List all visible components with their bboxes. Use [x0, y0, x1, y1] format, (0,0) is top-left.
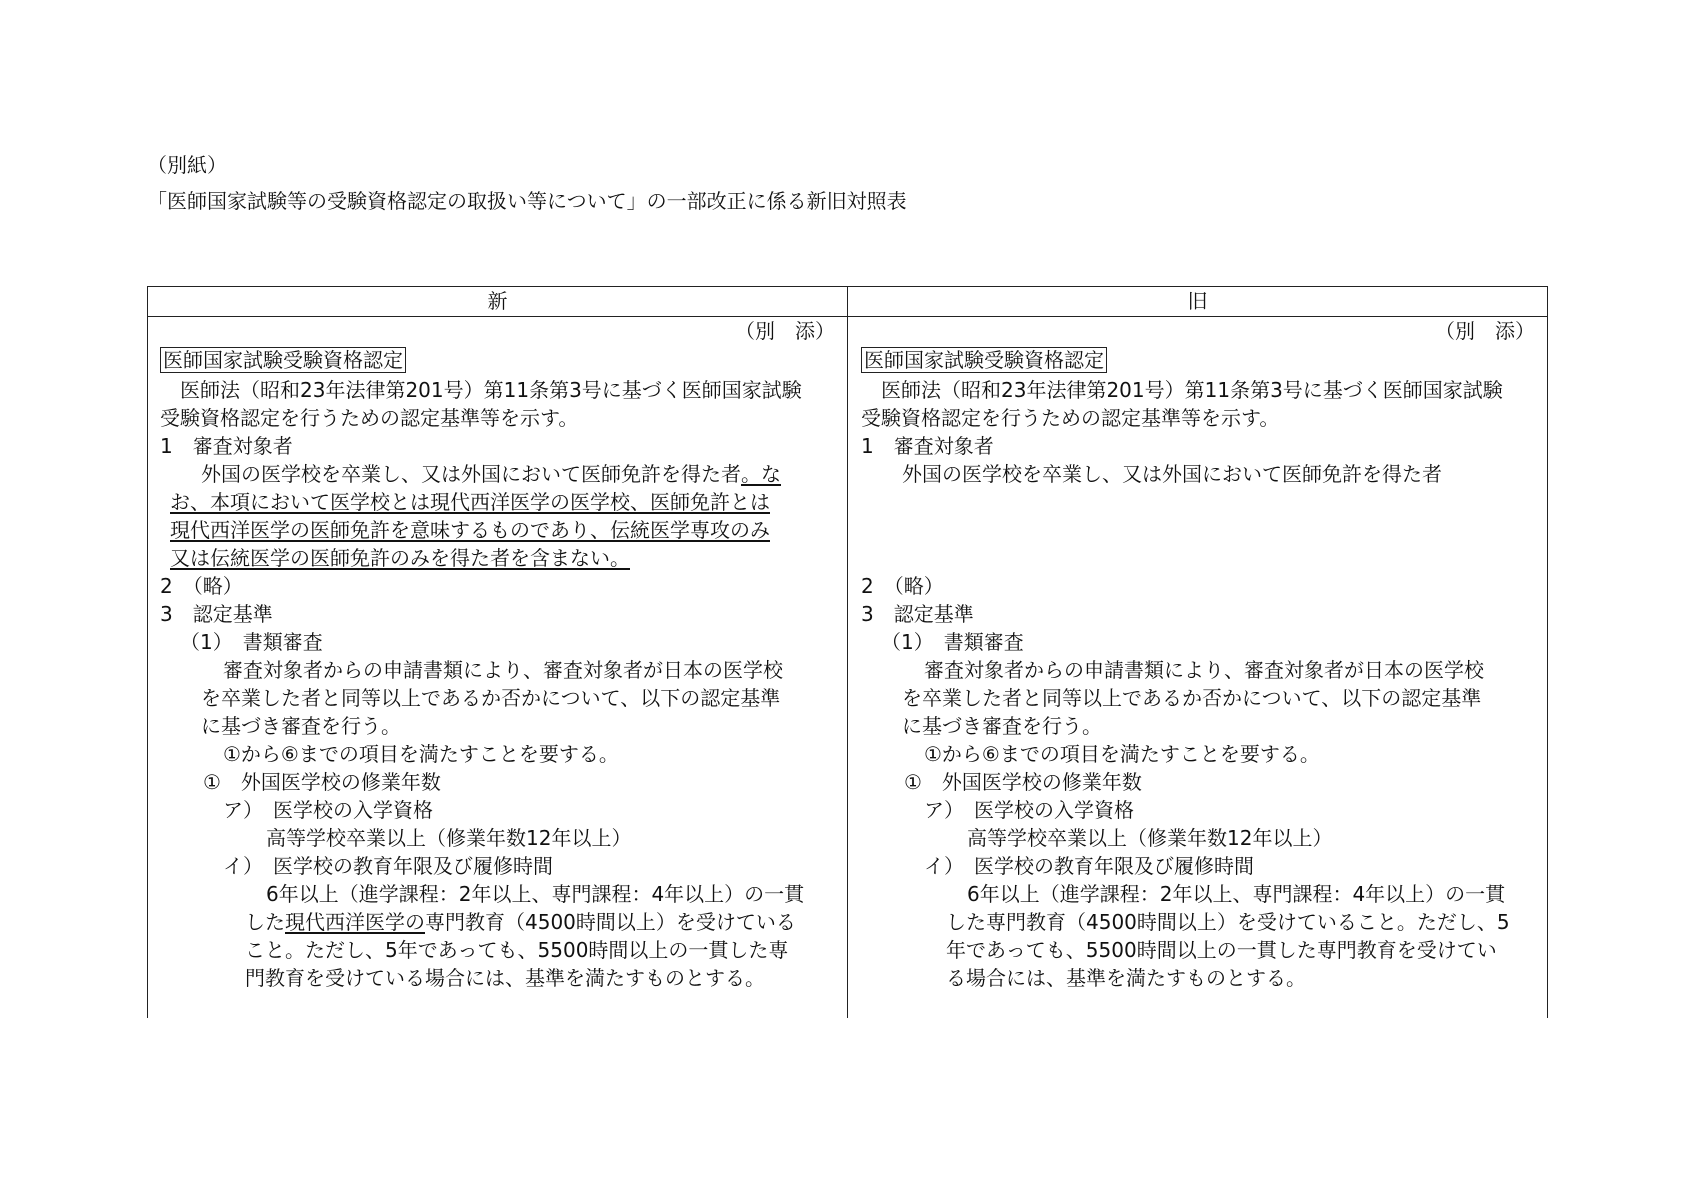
item2-heading: 2 （略） — [160, 574, 243, 598]
column-divider — [847, 287, 848, 1018]
intro-line: 医師法（昭和23年法律第201号）第11条第3号に基づく医師国家試験 — [180, 378, 802, 402]
item1-heading: 1 審査対象者 — [861, 434, 994, 458]
subsection-heading: （1） 書類審査 — [881, 630, 1024, 654]
document-title: 「医師国家試験等の受験資格認定の取扱い等について」の一部改正に係る新旧対照表 — [147, 189, 907, 213]
amended-text: お、本項において医学校とは現代西洋医学の医学校、医師免許とは — [170, 490, 770, 514]
sub-criterion-heading: イ） 医学校の教育年限及び履修時間 — [223, 854, 553, 878]
column-old — [849, 317, 1547, 1018]
item1-text-line: 外国の医学校を卒業し、又は外国において医師免許を得た者 — [902, 462, 1442, 486]
amended-text: 現代西洋医学の — [285, 910, 425, 934]
criterion-heading: ① 外国医学校の修業年数 — [203, 770, 441, 794]
sub-criterion-text: 6年以上（進学課程：2年以上、専門課程：4年以上）の一貫 — [266, 882, 805, 906]
section-title: 医師国家試験受験資格認定 — [861, 347, 1107, 373]
criterion-heading: ① 外国医学校の修業年数 — [904, 770, 1142, 794]
subsection-text: 審査対象者からの申請書類により、審査対象者が日本の医学校 — [924, 658, 1484, 682]
items-note: ①から⑥までの項目を満たすことを要する。 — [924, 742, 1320, 766]
sub-criterion-text: 年であっても、5500時間以上の一貫した専門教育を受けてい — [946, 938, 1497, 962]
section-title-box — [861, 347, 1107, 373]
column-header-old: 旧 — [1187, 289, 1208, 313]
intro-line: 受験資格認定を行うための認定基準等を示す。 — [861, 406, 1280, 430]
subsection-text: を卒業した者と同等以上であるか否かについて、以下の認定基準 — [201, 686, 781, 710]
sub-criterion-text: した現代西洋医学の専門教育（4500時間以上）を受けている — [245, 910, 796, 934]
item1-text-line: 外国の医学校を卒業し、又は外国において医師免許を得た者。な — [201, 462, 781, 486]
section-title-box — [160, 347, 406, 373]
amended-text: 又は伝統医学の医師免許のみを得た者を含まない。 — [170, 546, 630, 570]
sub-criterion-text: 門教育を受けている場合には、基準を満たすものとする。 — [245, 966, 765, 990]
item2-heading: 2 （略） — [861, 574, 944, 598]
item3-heading: 3 認定基準 — [160, 602, 273, 626]
column-new — [148, 317, 847, 1018]
comparison-table — [147, 286, 1548, 1018]
column-header-new: 新 — [487, 289, 508, 313]
attachment-label: （別 添） — [1435, 319, 1535, 343]
sub-criterion-text: 高等学校卒業以上（修業年数12年以上） — [967, 826, 1333, 850]
item3-heading: 3 認定基準 — [861, 602, 974, 626]
sub-criterion-text: 6年以上（進学課程：2年以上、専門課程：4年以上）の一貫 — [967, 882, 1506, 906]
amended-text: 現代西洋医学の医師免許を意味するものであり、伝統医学専攻のみ — [170, 518, 770, 542]
item1-heading: 1 審査対象者 — [160, 434, 293, 458]
subsection-text: を卒業した者と同等以上であるか否かについて、以下の認定基準 — [902, 686, 1482, 710]
intro-line: 医師法（昭和23年法律第201号）第11条第3号に基づく医師国家試験 — [881, 378, 1503, 402]
amended-text: 。な — [741, 462, 781, 486]
subsection-text: 審査対象者からの申請書類により、審査対象者が日本の医学校 — [223, 658, 783, 682]
sub-criterion-heading: イ） 医学校の教育年限及び履修時間 — [924, 854, 1254, 878]
document-label: （別紙） — [147, 153, 227, 177]
section-title: 医師国家試験受験資格認定 — [160, 347, 406, 373]
subsection-text: に基づき審査を行う。 — [902, 714, 1102, 738]
subsection-heading: （1） 書類審査 — [180, 630, 323, 654]
sub-criterion-text: した専門教育（4500時間以上）を受けていること。ただし、5 — [946, 910, 1510, 934]
attachment-label: （別 添） — [735, 319, 835, 343]
sub-criterion-text: る場合には、基準を満たすものとする。 — [946, 966, 1306, 990]
sub-criterion-text: 高等学校卒業以上（修業年数12年以上） — [266, 826, 632, 850]
subsection-text: に基づき審査を行う。 — [201, 714, 401, 738]
sub-criterion-heading: ア） 医学校の入学資格 — [924, 798, 1134, 822]
intro-line: 受験資格認定を行うための認定基準等を示す。 — [160, 406, 579, 430]
sub-criterion-text: こと。ただし、5年であっても、5500時間以上の一貫した専 — [245, 938, 789, 962]
sub-criterion-heading: ア） 医学校の入学資格 — [223, 798, 433, 822]
items-note: ①から⑥までの項目を満たすことを要する。 — [223, 742, 619, 766]
